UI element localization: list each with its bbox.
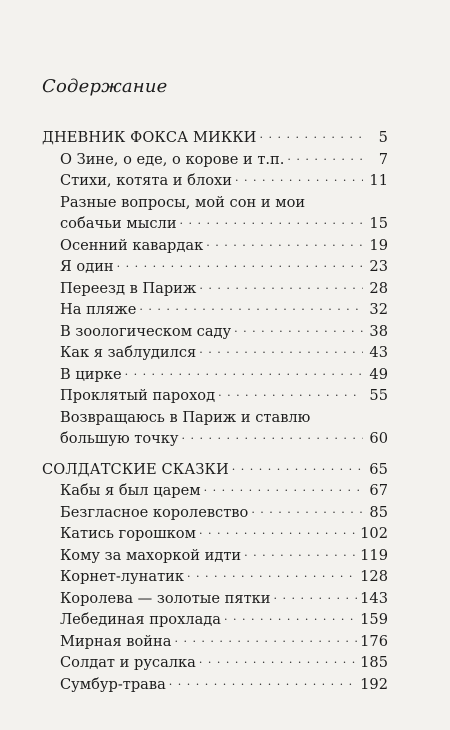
toc-item-title: Корнет-лунатик — [60, 568, 184, 585]
toc-page-number: 11 — [369, 172, 388, 189]
toc-item-title: Как я заблудился — [60, 344, 197, 361]
toc-page-number: 119 — [360, 546, 388, 564]
toc-page-number: 19 — [369, 236, 388, 254]
toc-page-number: 60 — [369, 430, 388, 447]
toc-page-number: 85 — [369, 503, 388, 521]
toc-page-number: 176 — [360, 632, 388, 650]
dot-leader — [199, 342, 363, 364]
toc-page-number: 128 — [360, 568, 388, 585]
toc-page-number: 159 — [360, 611, 388, 628]
dot-leader — [232, 459, 363, 481]
toc-section-title: СОЛДАТСКИЕ СКАЗКИ — [42, 460, 229, 478]
toc-item-title: собачьи мысли — [60, 215, 177, 232]
toc-item-title: Я один — [60, 258, 114, 275]
toc-item[interactable] — [42, 588, 388, 610]
toc-item[interactable] — [42, 631, 388, 653]
toc-item-title: Кому за махоркой идти — [60, 546, 242, 564]
dot-leader — [182, 428, 363, 450]
dot-leader — [287, 149, 363, 171]
toc-heading: Содержание — [42, 76, 168, 97]
toc-page-number: 67 — [369, 482, 388, 499]
dot-leader — [187, 566, 357, 588]
dot-leader — [169, 674, 357, 696]
toc-page-number: 185 — [360, 654, 388, 671]
toc-page-number: 43 — [369, 344, 388, 361]
toc-page-number: 28 — [369, 279, 388, 297]
toc-item-title: Сумбур-трава — [60, 675, 166, 693]
dot-leader — [218, 385, 363, 407]
dot-leader — [244, 545, 357, 567]
toc-item[interactable] — [42, 385, 388, 407]
toc-item-title: Безгласное королевство — [60, 503, 249, 521]
toc-section-soldier-tales[interactable] — [42, 459, 388, 481]
toc-item-title: В зоологическом саду — [60, 322, 232, 340]
dot-leader — [174, 631, 357, 653]
dot-leader — [199, 523, 357, 545]
toc-item-title: Лебединая прохлада — [60, 611, 221, 628]
toc-page-number: 102 — [360, 525, 388, 542]
toc-item-title-line1: Разные вопросы, мой сон и мои — [60, 193, 306, 211]
dot-leader — [251, 502, 363, 524]
toc-item-title-line1: Возвращаюсь в Париж и ставлю — [60, 408, 311, 426]
toc-page-number: 23 — [369, 258, 388, 275]
toc-item[interactable] — [42, 652, 388, 674]
dot-leader — [259, 127, 363, 149]
toc-item[interactable] — [42, 566, 388, 588]
toc-item[interactable] — [42, 480, 388, 502]
toc-page-number: 32 — [369, 301, 388, 318]
toc-page-number: 38 — [369, 322, 388, 340]
toc-page-number: 15 — [369, 215, 388, 232]
dot-leader — [180, 213, 363, 235]
toc-item — [60, 428, 388, 450]
toc-item[interactable] — [42, 523, 388, 545]
dot-leader — [139, 299, 363, 321]
toc-section-title: ДНЕВНИК ФОКСА МИККИ — [42, 129, 257, 146]
dot-leader — [224, 609, 357, 631]
dot-leader — [117, 256, 363, 278]
toc-item[interactable] — [42, 342, 388, 364]
dot-leader — [204, 480, 363, 502]
toc-item[interactable] — [42, 256, 388, 278]
toc-page-number: 143 — [360, 589, 388, 607]
toc-item-title: О Зине, о еде, о корове и т.п. — [60, 150, 285, 168]
toc-item-title: Солдат и русалка — [60, 654, 196, 671]
dot-leader — [199, 278, 363, 300]
toc-page-number: 55 — [369, 387, 388, 404]
toc-item-title: Переезд в Париж — [60, 279, 197, 297]
toc-item-title: В цирке — [60, 365, 122, 383]
toc-item[interactable] — [42, 235, 388, 257]
toc-item-multiline[interactable] — [42, 192, 388, 235]
dot-leader — [199, 652, 357, 674]
toc-page-number: 192 — [360, 675, 388, 693]
dot-leader — [125, 364, 363, 386]
toc-item-title: большую точку — [60, 430, 179, 447]
toc-item-title: На пляже — [60, 301, 137, 318]
dot-leader — [274, 588, 358, 610]
toc-item-multiline[interactable] — [42, 407, 388, 450]
toc-item[interactable] — [42, 321, 388, 343]
toc-item-title: Катись горошком — [60, 525, 196, 542]
toc-item[interactable] — [42, 674, 388, 696]
toc-page-number: 5 — [378, 129, 388, 146]
toc-item-title: Проклятый пароход — [60, 387, 216, 404]
dot-leader — [235, 170, 363, 192]
toc-item[interactable] — [42, 502, 388, 524]
toc-item — [60, 213, 388, 235]
toc-item-title: Осенний кавардак — [60, 236, 204, 254]
toc-item-title: Королева — золотые пятки — [60, 589, 271, 607]
toc-item[interactable] — [42, 170, 388, 192]
toc-item[interactable] — [42, 609, 388, 631]
toc-list — [42, 127, 388, 695]
toc-item-title: Стихи, котята и блохи — [60, 172, 232, 189]
toc-item-title: Мирная война — [60, 632, 172, 650]
toc-section-diary[interactable] — [42, 127, 388, 149]
toc-item[interactable] — [42, 364, 388, 386]
toc-item-title: Кабы я был царем — [60, 482, 201, 499]
dot-leader — [206, 235, 363, 257]
toc-item[interactable] — [42, 545, 388, 567]
toc-page-number: 65 — [369, 460, 388, 478]
toc-page-number: 49 — [369, 365, 388, 383]
toc-item[interactable] — [42, 278, 388, 300]
dot-leader — [234, 321, 363, 343]
toc-item[interactable] — [42, 149, 388, 171]
toc-page-number: 7 — [378, 150, 388, 168]
toc-item[interactable] — [42, 299, 388, 321]
